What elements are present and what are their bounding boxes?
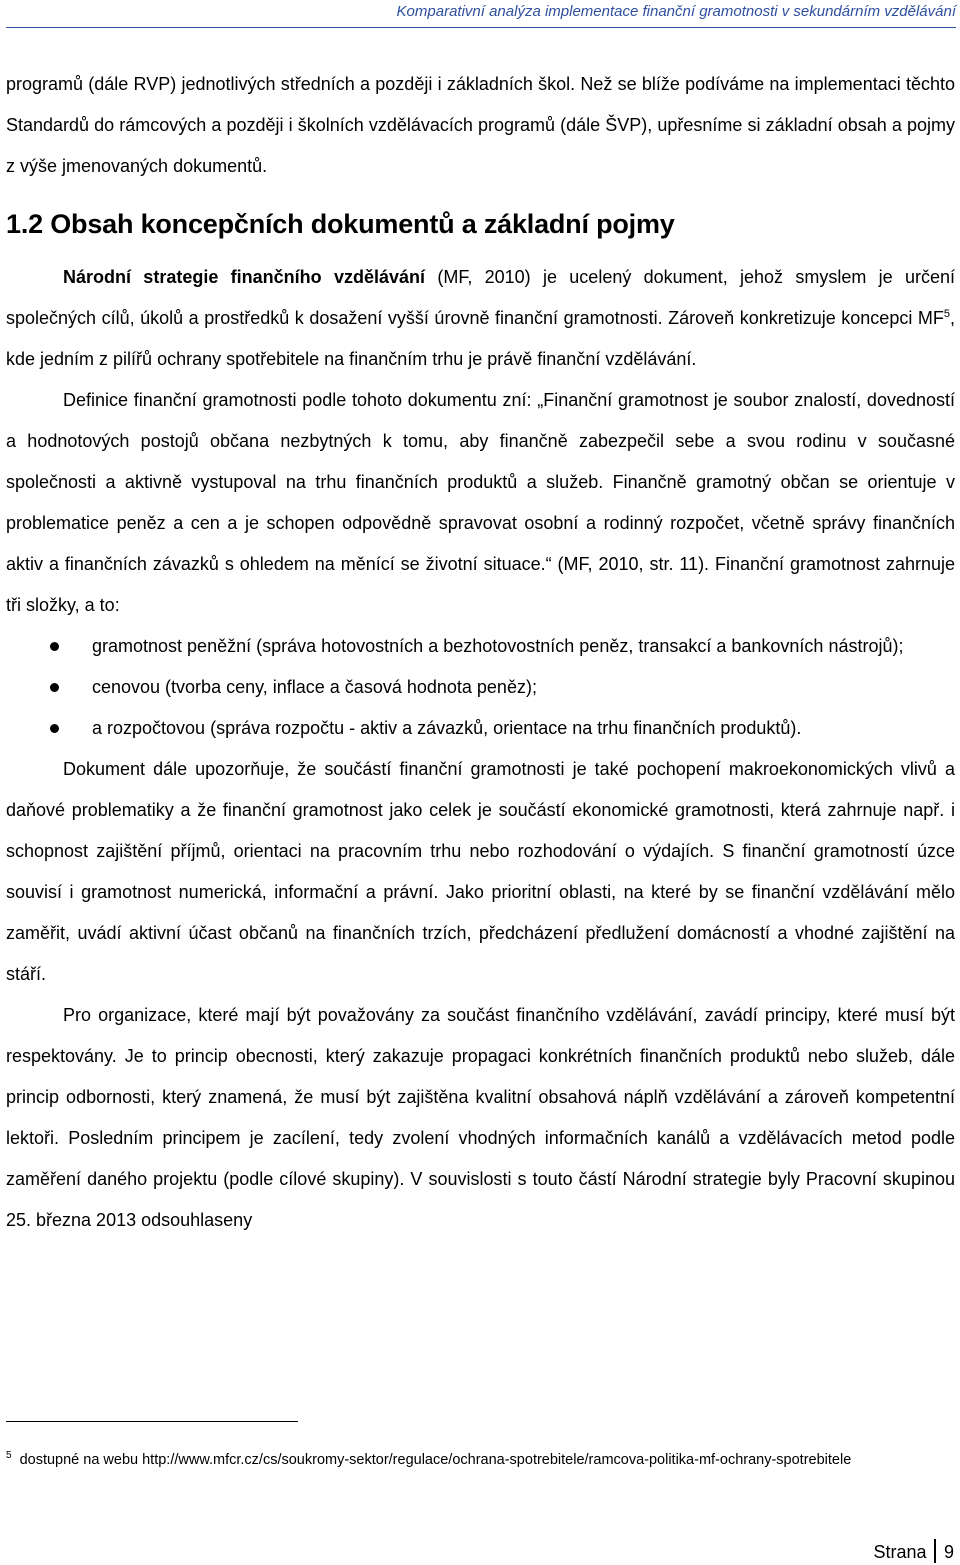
list-item-text: cenovou (tvorba ceny, inflace a časová hodnota peněz); (92, 677, 537, 697)
paragraph-definition: Definice finanční gramotnosti podle tohoto dokumentu zní: „Finanční gramotnost je soubor znalostí, dovedností a hodnotových postojů občana nezbytných k tomu, aby finančně zabezpečil sebe a svou rodinu v současné společnosti a aktivně vystupoval na trhu finančních produktů a služeb. Finančně gramotný občan se orientuje v problematice peněz a cen a je schopen odpovědně spravovat osobní a rodinný rozpočet, včetně správy finančních aktiv a finančních závazků s ohledem na měnící se životní situace.“ (MF, 2010, str. 11). Finanční gramotnost zahrnuje tři složky, a to: (6, 390, 955, 615)
page-label: Strana (873, 1542, 927, 1562)
paragraph-macroeconomics: Dokument dále upozorňuje, že součástí finanční gramotnosti je také pochopení makroekonomických vlivů a daňové problematiky a že finanční gramotnost jako celek je součástí ekonomické gramotnosti, která zahrnuje např. i schopnost zajištění příjmů, orientaci na pracovním trhu nebo rozhodování o výdajích. S finanční gramotností úzce souvisí i gramotnost numerická, informační a právní. Jako prioritní oblasti, na které by se finanční vzdělávání mělo zaměřit, uvádí aktivní účast občanů na finančních trzích, předcházení předlužení domácností a vhodné zajištění na stáří. (6, 759, 955, 984)
intro-paragraph: programů (dále RVP) jednotlivých středních a později i základních škol. Než se blíže podíváme na implementaci těchto Standardů do rámcových a později i školních vzdělávacích programů (dále ŠVP), upřesníme si základní obsah a pojmy z výše jmenovaných dokumentů. (6, 74, 955, 176)
page-number: 9 (943, 1542, 954, 1562)
list-item (6, 626, 955, 667)
body-text (6, 64, 955, 1241)
footnote-text: dostupné na webu http://www.mfcr.cz/cs/soukromy-sektor/regulace/ochrana-spotrebitele/ramcova-politika-mf-ochrany-spotrebitele (19, 1452, 852, 1468)
header-rule (6, 27, 956, 28)
footnote-reference[interactable]: 5 (943, 308, 950, 320)
section-heading (6, 204, 955, 244)
paragraph-principles: Pro organizace, které mají být považovány za součást finančního vzdělávání, zavádí principy, které musí být respektovány. Je to princip obecnosti, který zakazuje propagaci konkrétních finančních produktů nebo služeb, dále princip odbornosti, který znamená, že musí být zajištěna kvalitní obsahová náplň vzdělávání a zároveň kompetentní lektoři. Posledním principem je zacílení, tedy zvolení vhodných informačních kanálů a vzdělávacích metod podle zaměření daného projektu (podle cílové skupiny). V souvislosti s touto částí Národní strategie byly Pracovní skupinou 25. března 2013 odsouhlaseny (6, 1005, 955, 1230)
paragraph-strategy (6, 257, 955, 380)
section-number: 1.2 (6, 209, 43, 239)
components-list (6, 626, 955, 749)
footnote (6, 1449, 955, 1471)
list-item (6, 667, 955, 708)
page-footer (873, 1539, 954, 1563)
list-item (6, 708, 955, 749)
strategy-text-end: , kde jedním z pilířů ochrany spotřebitele na finančním trhu je právě finanční vzdělávání. (6, 308, 955, 369)
list-item-text: gramotnost peněžní (správa hotovostních a bezhotovostních peněz, transakcí a bankovních nástrojů); (92, 636, 904, 656)
footnote-separator (6, 1421, 298, 1422)
bullet-icon (50, 642, 59, 651)
footnote-mark: 5 (6, 1450, 12, 1462)
footer-divider (934, 1539, 936, 1563)
list-item-text: a rozpočtovou (správa rozpočtu - aktiv a závazků, orientace na trhu finančních produktů). (92, 718, 802, 738)
section-title: Obsah koncepčních dokumentů a základní pojmy (50, 209, 675, 239)
strategy-text: (MF, 2010) je ucelený dokument, jehož smyslem je určení společných cílů, úkolů a prostředků k dosažení vyšší úrovně finanční gramotnosti. Zároveň konkretizuje koncepci MF (6, 267, 956, 328)
running-header-title: Komparativní analýza implementace finanční gramotnosti v sekundárním vzdělávání (396, 3, 956, 20)
strategy-term: Národní strategie finančního vzdělávání (63, 267, 426, 287)
bullet-icon (50, 683, 59, 692)
bullet-icon (50, 724, 59, 733)
